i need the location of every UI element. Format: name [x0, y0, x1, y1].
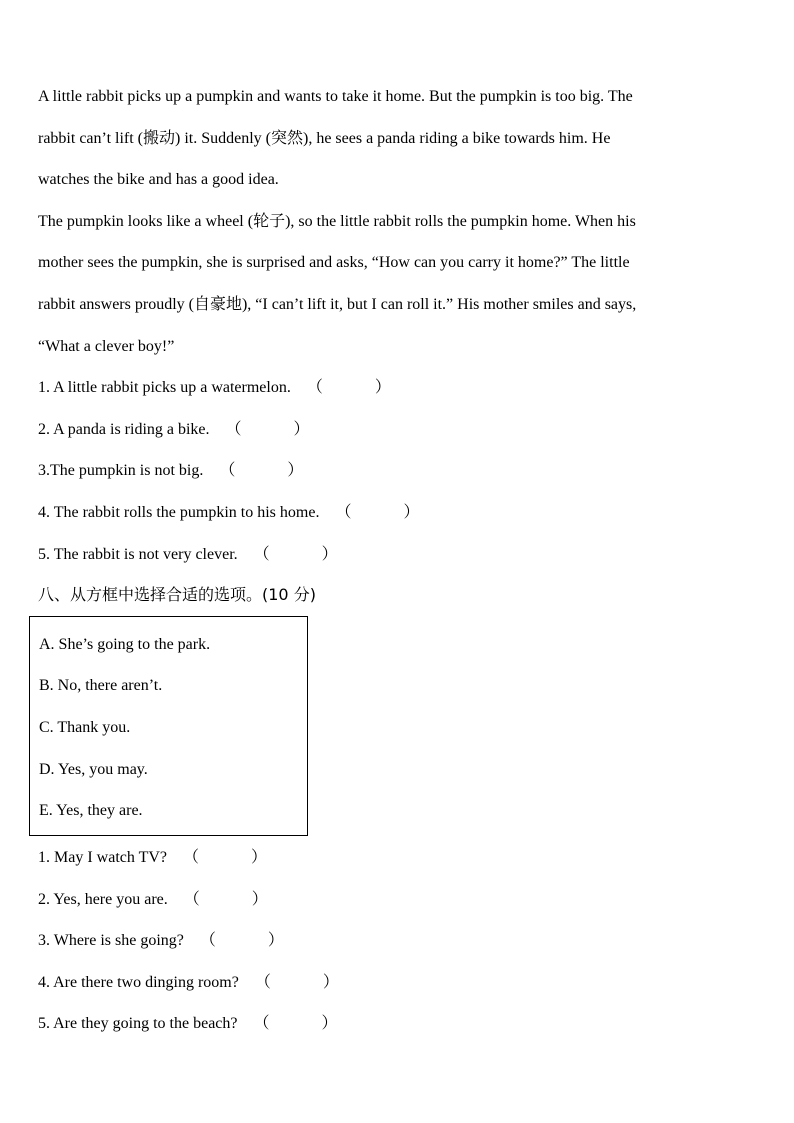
question-item [38, 931, 284, 951]
question-text: 3.The pumpkin is not big. [38, 462, 204, 479]
open-paren: （ [183, 849, 200, 866]
open-paren: （ [253, 1015, 270, 1032]
passage-line: The pumpkin looks like a wheel (轮子), so the little rabbit rolls the pumpkin home. When his [38, 213, 636, 230]
question-text: 1. May I watch TV? [38, 849, 167, 866]
close-paren: ） [287, 462, 304, 479]
question-item [38, 890, 268, 910]
open-paren: （ [254, 974, 271, 991]
answer-blank[interactable] [226, 420, 310, 440]
answer-blank[interactable] [307, 378, 391, 398]
open-paren: （ [335, 504, 352, 521]
open-paren: （ [306, 379, 323, 396]
option-item: D. Yes, you may. [39, 761, 148, 778]
option-item: E. Yes, they are. [39, 802, 143, 819]
open-paren: （ [225, 421, 242, 438]
passage-line: “What a clever boy!” [38, 338, 175, 355]
question-item [38, 461, 303, 481]
question-text: 3. Where is she going? [38, 932, 184, 949]
close-paren: ） [374, 379, 391, 396]
question-text: 4. The rabbit rolls the pumpkin to his home. [38, 504, 320, 521]
answer-blank[interactable] [219, 461, 303, 481]
open-paren: （ [199, 932, 216, 949]
close-paren: ） [267, 932, 284, 949]
question-item [38, 973, 339, 993]
answer-blank[interactable] [183, 848, 267, 868]
options-box [29, 616, 308, 836]
passage-line: watches the bike and has a good idea. [38, 171, 279, 188]
passage-line: A little rabbit picks up a pumpkin and wants to take it home. But the pumpkin is too big. The [38, 88, 633, 105]
answer-blank[interactable] [184, 890, 268, 910]
question-text: 5. Are they going to the beach? [38, 1015, 238, 1032]
question-text: 2. A panda is riding a bike. [38, 421, 210, 438]
passage-line: mother sees the pumpkin, she is surprised and asks, “How can you carry it home?” The little [38, 254, 630, 271]
question-text: 2. Yes, here you are. [38, 891, 168, 908]
question-item [38, 1014, 338, 1034]
answer-blank[interactable] [255, 973, 339, 993]
close-paren: ） [403, 504, 420, 521]
question-item [38, 503, 419, 523]
answer-blank[interactable] [335, 503, 419, 523]
open-paren: （ [253, 546, 270, 563]
close-paren: ） [321, 546, 338, 563]
close-paren: ） [322, 974, 339, 991]
close-paren: ） [293, 421, 310, 438]
question-text: 4. Are there two dinging room? [38, 974, 239, 991]
section-heading: 八、从方框中选择合适的选项。(10 分) [38, 585, 316, 604]
close-paren: ） [251, 849, 268, 866]
question-text: 1. A little rabbit picks up a watermelon. [38, 379, 291, 396]
option-item: A. She’s going to the park. [39, 636, 211, 653]
close-paren: ） [251, 891, 268, 908]
answer-blank[interactable] [200, 931, 284, 951]
question-item [38, 420, 310, 440]
question-item [38, 545, 338, 565]
open-paren: （ [183, 891, 200, 908]
answer-blank[interactable] [254, 545, 338, 565]
question-text: 5. The rabbit is not very clever. [38, 546, 238, 563]
answer-blank[interactable] [254, 1014, 338, 1034]
option-item: C. Thank you. [39, 719, 131, 736]
close-paren: ） [321, 1015, 338, 1032]
question-item [38, 378, 391, 398]
open-paren: （ [219, 462, 236, 479]
option-item: B. No, there aren’t. [39, 677, 163, 694]
question-item [38, 848, 267, 868]
passage-line: rabbit can’t lift (搬动) it. Suddenly (突然), he sees a panda riding a bike towards him. He [38, 130, 611, 147]
passage-line: rabbit answers proudly (自豪地), “I can’t lift it, but I can roll it.” His mother smiles and says, [38, 296, 637, 313]
